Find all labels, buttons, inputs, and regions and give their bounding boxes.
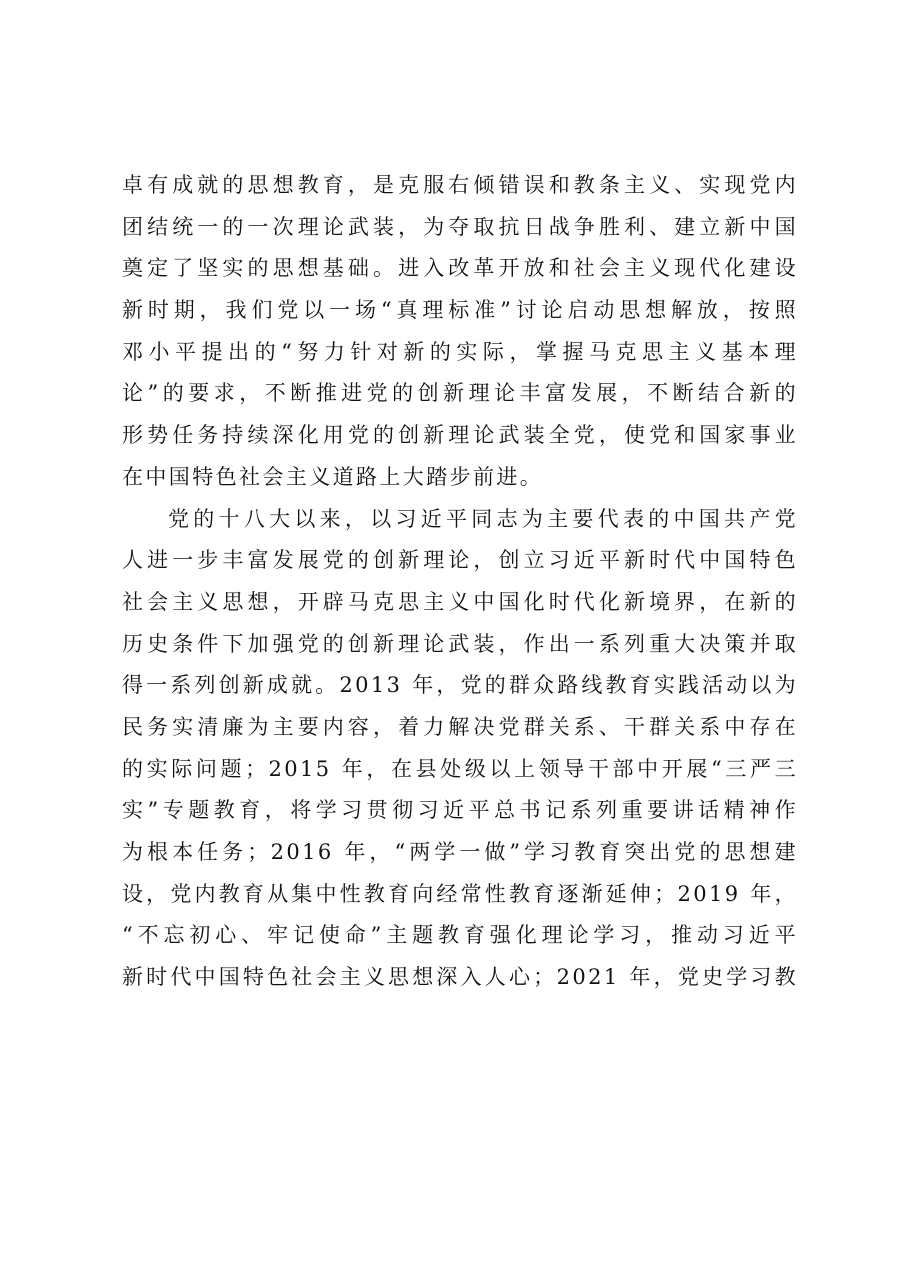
text-line: 的实际问题；2015 年，在县处级以上领导干部中开展“三严三 xyxy=(122,756,798,781)
text-line: “不忘初心、牢记使命”主题教育强化理论学习，推动习近平 xyxy=(122,923,798,948)
text-line: 社会主义思想，开辟马克思主义中国化时代化新境界，在新的 xyxy=(122,589,798,614)
text-line: 形势任务持续深化用党的创新理论武装全党，使党和国家事业 xyxy=(122,423,798,448)
text-line: 历史条件下加强党的创新理论武装，作出一系列重大决策并取 xyxy=(122,631,798,656)
text-line: 人进一步丰富发展党的创新理论，创立习近平新时代中国特色 xyxy=(122,548,798,573)
text-line: 为根本任务；2016 年，“两学一做”学习教育突出党的思想建 xyxy=(122,840,798,864)
text-line: 团结统一的一次理论武装，为夺取抗日战争胜利、建立新中国 xyxy=(122,214,798,239)
text-line: 邓小平提出的“努力针对新的实际，掌握马克思主义基本理 xyxy=(122,339,798,364)
text-line: 卓有成就的思想教育，是克服右倾错误和教条主义、实现党内 xyxy=(122,173,798,197)
text-line: 设，党内教育从集中性教育向经常性教育逐渐延伸；2019 年， xyxy=(122,881,798,906)
document-body xyxy=(122,165,798,999)
text-line: 新时期，我们党以一场“真理标准”讨论启动思想解放，按照 xyxy=(122,298,798,323)
text-line: 在中国特色社会主义道路上大踏步前进。 xyxy=(122,464,544,489)
text-line: 党的十八大以来，以习近平同志为主要代表的中国共产党 xyxy=(168,506,798,531)
text-line: 得一系列创新成就。2013 年，党的群众路线教育实践活动以为 xyxy=(122,673,798,698)
text-line: 民务实清廉为主要内容，着力解决党群关系、干群关系中存在 xyxy=(122,714,798,739)
text-line: 新时代中国特色社会主义思想深入人心；2021 年，党史学习教 xyxy=(122,965,798,990)
paragraph-2 xyxy=(122,499,798,999)
text-line: 奠定了坚实的思想基础。进入改革开放和社会主义现代化建设 xyxy=(122,256,798,281)
text-line: 论”的要求，不断推进党的创新理论丰富发展，不断结合新的 xyxy=(122,381,798,406)
text-line: 实”专题教育，将学习贯彻习近平总书记系列重要讲话精神作 xyxy=(122,798,798,823)
paragraph-1 xyxy=(122,165,798,499)
